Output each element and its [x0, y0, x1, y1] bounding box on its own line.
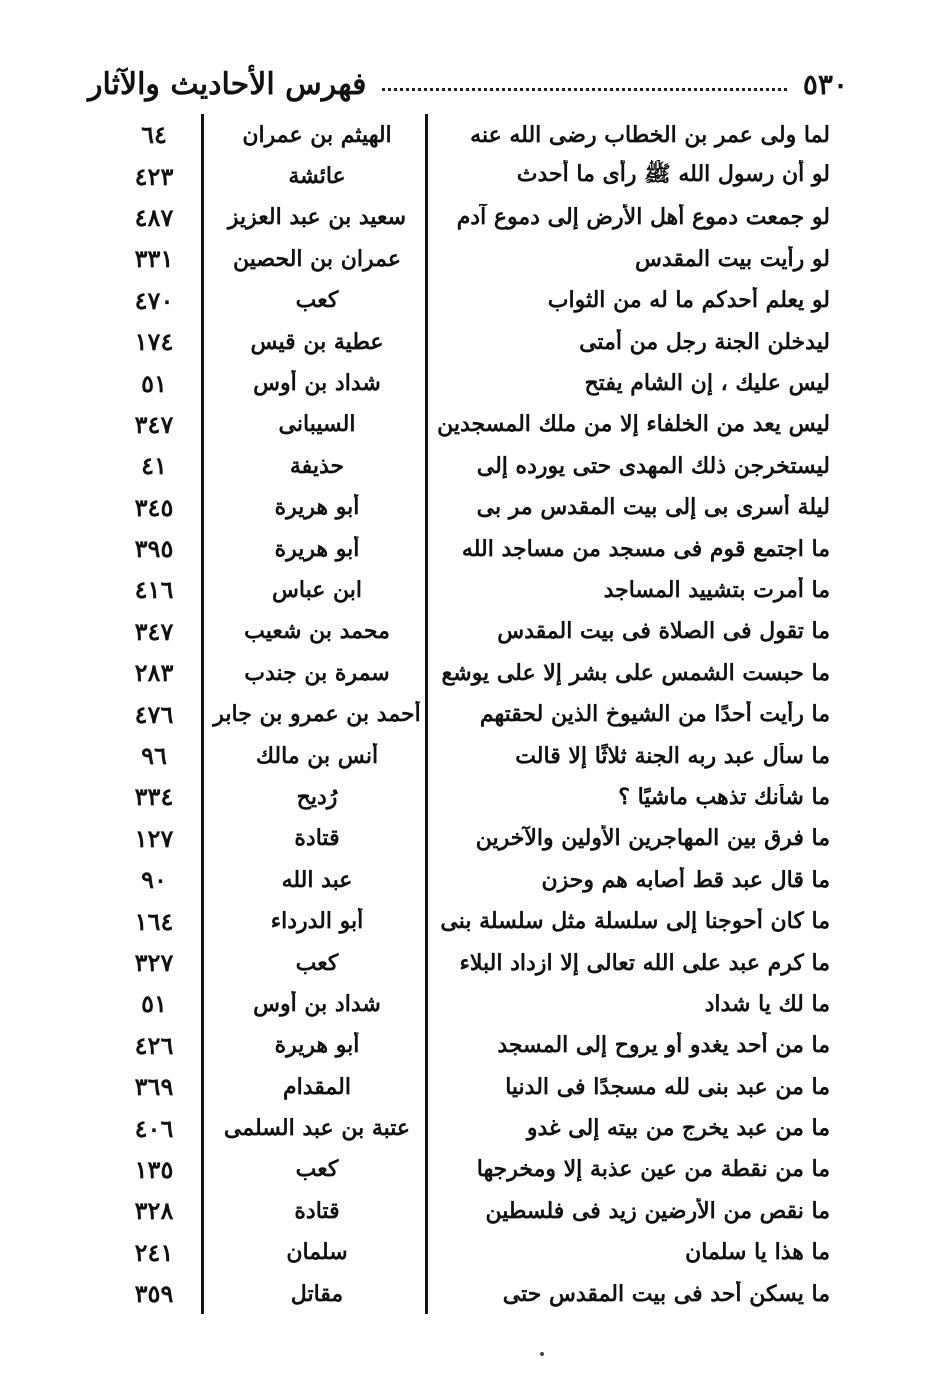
- narrator: رُديح: [296, 783, 338, 810]
- index-row: [96, 818, 836, 859]
- index-row: [96, 321, 836, 362]
- hadith-text: ما كان أحوجنا إلى سلسلة مثل سلسلة بنى: [440, 908, 830, 935]
- page-reference: ٣٤٧: [134, 409, 174, 439]
- page-reference: ٤١٦: [134, 575, 174, 605]
- hadith-text: ما اجتمع قوم فى مسجد من مساجد الله: [461, 535, 830, 562]
- hadith-text: ما قال عبد قط أصابه هم وحزن: [541, 866, 830, 893]
- narrator: كعب: [295, 287, 339, 314]
- hadith-text: ما رأيت أحدًا من الشيوخ الذين لحقتهم: [479, 701, 830, 728]
- narrator: أبو هريرة: [274, 494, 360, 521]
- hadith-text: ليلة أسرى بى إلى بيت المقدس مر بى: [476, 494, 830, 521]
- page-reference: ٣٩٥: [134, 534, 174, 564]
- hadith-index-table: [96, 114, 836, 1314]
- index-row: [96, 404, 836, 445]
- hadith-text: ما تقول فى الصلاة فى بيت المقدس: [497, 618, 830, 645]
- index-row: [96, 569, 836, 610]
- page-reference: ٤٠٦: [134, 1113, 174, 1143]
- index-rows: [96, 114, 836, 1314]
- page-reference: ١٢٧: [134, 823, 174, 853]
- column-divider-text-narrator: [425, 114, 428, 1314]
- index-row: [96, 693, 836, 734]
- index-row: [96, 197, 836, 238]
- narrator: مقاتل: [290, 1280, 344, 1307]
- page-reference: ٥١: [141, 989, 167, 1019]
- page-reference: ١٦٤: [134, 906, 174, 936]
- hadith-text: ما أمرت بتشييد المساجد: [603, 576, 830, 603]
- index-row: [96, 487, 836, 528]
- page-reference: ١٧٤: [134, 327, 174, 357]
- index-row: [96, 1232, 836, 1273]
- narrator: ابن عباس: [272, 576, 362, 603]
- index-row: [96, 1149, 836, 1190]
- hadith-text: ما هذا يا سلمان: [685, 1239, 830, 1266]
- index-row: [96, 280, 836, 321]
- index-row: [96, 776, 836, 817]
- hadith-text: ليستخرجن ذلك المهدى حتى يورده إلى: [476, 452, 830, 479]
- hadith-text: ما من عبد يخرج من بيته إلى غدو: [526, 1115, 830, 1142]
- hadith-text: ما فرق بين المهاجرين الأولين والآخرين: [475, 825, 830, 852]
- narrator: شداد بن أوس: [253, 370, 381, 397]
- narrator: عمران بن الحصين: [233, 245, 401, 272]
- narrator: المقدام: [283, 1073, 351, 1100]
- page-reference: ٩٦: [141, 741, 167, 771]
- page-reference: ٩٠: [141, 865, 167, 895]
- narrator: محمد بن شعيب: [244, 618, 390, 645]
- narrator: شداد بن أوس: [253, 990, 381, 1017]
- index-row: [96, 362, 836, 403]
- index-row: [96, 1066, 836, 1107]
- page-reference: ٣٣١: [134, 244, 174, 274]
- page-reference: ٤٢٣: [134, 161, 174, 191]
- index-row: [96, 900, 836, 941]
- narrator: قتادة: [294, 825, 340, 852]
- narrator: سعيد بن عبد العزيز: [227, 204, 407, 231]
- page-reference: ١٣٥: [134, 1154, 174, 1184]
- page-reference: ٤٨٧: [134, 202, 174, 232]
- page-reference: ٤٧٠: [134, 285, 174, 315]
- page-reference: ٤١: [141, 451, 167, 481]
- index-row: [96, 611, 836, 652]
- page-reference: ٣٥٩: [134, 1279, 174, 1309]
- page-reference: ٤٧٦: [134, 699, 174, 729]
- footer-mark: [540, 1352, 544, 1356]
- hadith-text: ما سأل عبد ربه الجنة ثلاثًا إلا قالت: [515, 742, 830, 769]
- hadith-text: ما شأنك تذهب ماشيًا ؟: [618, 783, 830, 810]
- narrator: الهيثم بن عمران: [242, 121, 392, 148]
- page-reference: ٣٤٧: [134, 616, 174, 646]
- narrator: سلمان: [286, 1239, 348, 1266]
- index-row: [96, 1273, 836, 1314]
- page-reference: ٢٤١: [134, 1237, 174, 1267]
- hadith-text: ما يسكن أحد فى بيت المقدس حتى: [502, 1280, 830, 1307]
- index-row: [96, 528, 836, 569]
- hadith-text: ليدخلن الجنة رجل من أمتى: [579, 328, 830, 355]
- narrator: أبو هريرة: [274, 535, 360, 562]
- hadith-text: ما لك يا شداد: [704, 990, 830, 1017]
- index-row: [96, 155, 836, 196]
- page-reference: ٣٢٧: [134, 948, 174, 977]
- page-reference: ٢٨٣: [134, 658, 174, 688]
- page-reference: ٣٢٨: [134, 1196, 174, 1226]
- hadith-text: ما نقص من الأرضين زيد فى فلسطين: [485, 1197, 830, 1224]
- index-row: [96, 445, 836, 486]
- hadith-text: لو جمعت دموع أهل الأرض إلى دموع آدم: [456, 204, 830, 231]
- page-header: [88, 62, 848, 106]
- narrator: كعب: [295, 1156, 339, 1183]
- hadith-text: ما كرم عبد على الله تعالى إلا ازداد البلاء: [459, 949, 830, 976]
- index-row: [96, 1025, 836, 1066]
- narrator: أنس بن مالك: [255, 742, 379, 769]
- narrator: عطية بن قيس: [250, 328, 384, 355]
- index-row: [96, 983, 836, 1024]
- hadith-text: لو رأيت بيت المقدس: [635, 245, 830, 272]
- hadith-text: لو أن رسول الله ﷺ رأى ما أحدث: [516, 161, 830, 188]
- narrator: السيبانى: [278, 411, 356, 438]
- narrator: عبد الله: [281, 866, 353, 893]
- narrator: حذيفة: [289, 452, 345, 479]
- hadith-text: ليس عليك ، إن الشام يفتح: [584, 370, 830, 397]
- index-row: [96, 859, 836, 900]
- index-row: [96, 1107, 836, 1148]
- page-reference: ٥١: [141, 368, 167, 398]
- narrator: أحمد بن عمرو بن جابر: [213, 701, 421, 728]
- hadith-text: ما من عبد بنى لله مسجدًا فى الدنيا: [505, 1073, 830, 1100]
- page-number: ٥٣٠: [802, 67, 848, 101]
- index-row: [96, 1190, 836, 1231]
- index-row: [96, 238, 836, 279]
- hadith-text: لما ولى عمر بن الخطاب رضى الله عنه: [470, 121, 830, 148]
- header-dotted-leader: [382, 88, 786, 91]
- page-title: فهرس الأحاديث والآثار: [88, 66, 367, 102]
- hadith-text: لو يعلم أحدكم ما له من الثواب: [547, 287, 830, 314]
- narrator: سمرة بن جندب: [244, 659, 390, 686]
- hadith-text: ما من أحد يغدو أو يروح إلى المسجد: [497, 1032, 830, 1059]
- index-row: [96, 942, 836, 983]
- page-reference: ٣٦٩: [134, 1072, 174, 1102]
- page-reference: ٣٤٥: [134, 492, 174, 522]
- page-reference: ٣٣٤: [134, 782, 174, 812]
- narrator: قتادة: [294, 1197, 340, 1224]
- hadith-text: ما حبست الشمس على بشر إلا على يوشع: [441, 659, 830, 686]
- hadith-text: ما من نقطة من عين عذبة إلا ومخرجها: [476, 1156, 830, 1183]
- narrator: أبو الدرداء: [270, 908, 364, 935]
- column-divider-narrator-page: [201, 114, 204, 1314]
- index-row: [96, 735, 836, 776]
- narrator: كعب: [295, 949, 339, 976]
- page-reference: ٤٢٦: [134, 1030, 174, 1060]
- index-row: [96, 114, 836, 155]
- narrator: عائشة: [288, 163, 346, 190]
- index-row: [96, 652, 836, 693]
- hadith-text: ليس يعد من الخلفاء إلا من ملك المسجدين: [437, 411, 830, 438]
- page-reference: ٦٤: [141, 120, 167, 150]
- narrator: عتبة بن عبد السلمى: [223, 1115, 411, 1142]
- narrator: أبو هريرة: [274, 1032, 360, 1059]
